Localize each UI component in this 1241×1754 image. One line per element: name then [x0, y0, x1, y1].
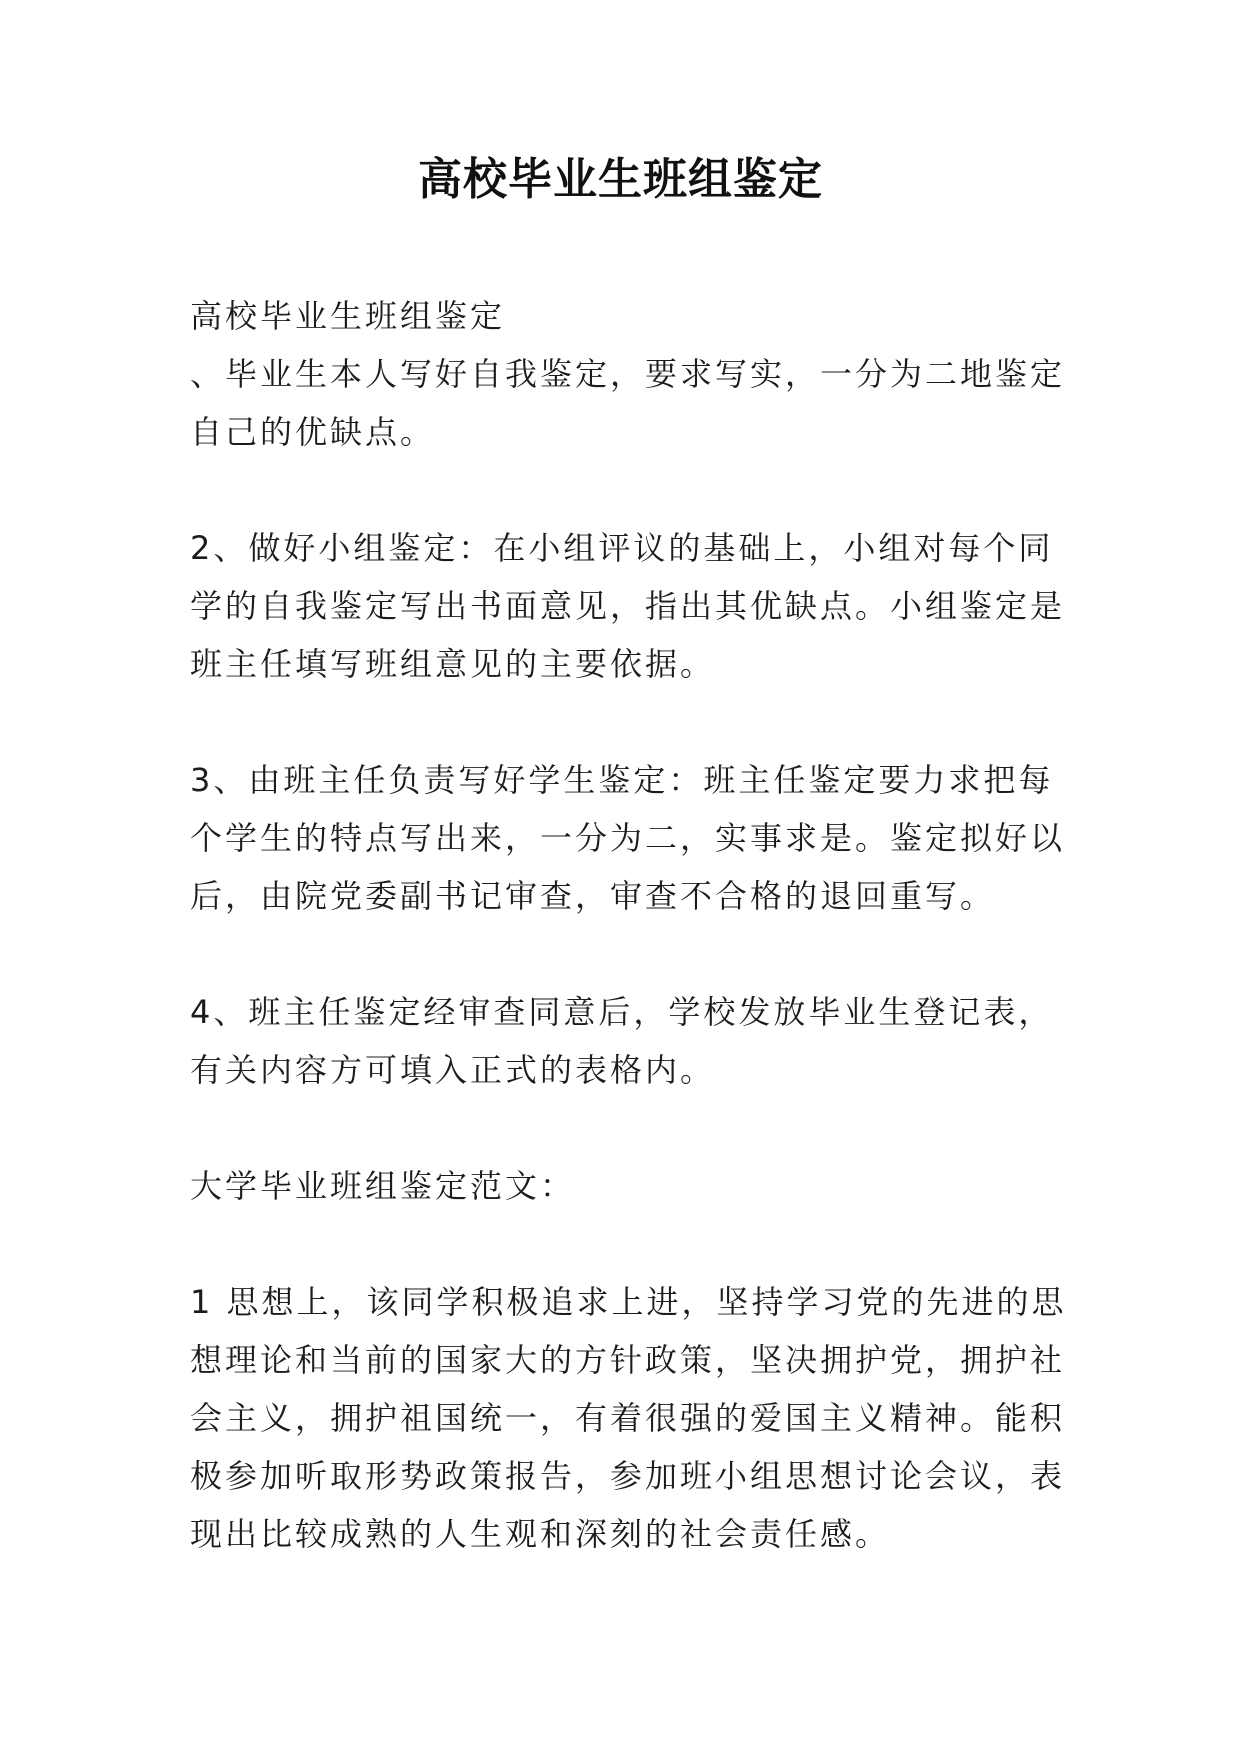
paragraph-spacer: [190, 1215, 1070, 1273]
document-body: [190, 287, 1070, 1563]
paragraph-spacer: [190, 693, 1070, 751]
paragraph-spacer: [190, 461, 1070, 519]
paragraph-heading: 高校毕业生班组鉴定: [190, 297, 506, 335]
paragraph-step-2: 2、做好小组鉴定：在小组评议的基础上，小组对每个同学的自我鉴定写出书面意见，指出其优缺点。小组鉴定是班主任填写班组意见的主要依据。: [190, 529, 1066, 683]
paragraph-step-1: 、毕业生本人写好自我鉴定，要求写实，一分为二地鉴定自己的优缺点。: [190, 355, 1066, 451]
paragraph-step-4: 4、班主任鉴定经审查同意后，学校发放毕业生登记表，有关内容方可填入正式的表格内。: [190, 993, 1054, 1089]
paragraph-spacer: [190, 1099, 1070, 1157]
paragraph-spacer: [190, 925, 1070, 983]
paragraph-step-3: 3、由班主任负责写好学生鉴定：班主任鉴定要力求把每个学生的特点写出来，一分为二，实事求是。鉴定拟好以后，由院党委副书记审查，审查不合格的退回重写。: [190, 761, 1066, 915]
paragraph-sample-1: 1 思想上，该同学积极追求上进，坚持学习党的先进的思想理论和当前的国家大的方针政策，坚决拥护党，拥护社会主义，拥护祖国统一，有着很强的爱国主义精神。能积极参加听取形势政策报告，参加班小组思想讨论会议，表现出比较成熟的人生观和深刻的社会责任感。: [190, 1283, 1067, 1553]
paragraph-sample-heading: 大学毕业班组鉴定范文：: [190, 1167, 576, 1205]
document-title: 高校毕业生班组鉴定: [418, 154, 823, 205]
